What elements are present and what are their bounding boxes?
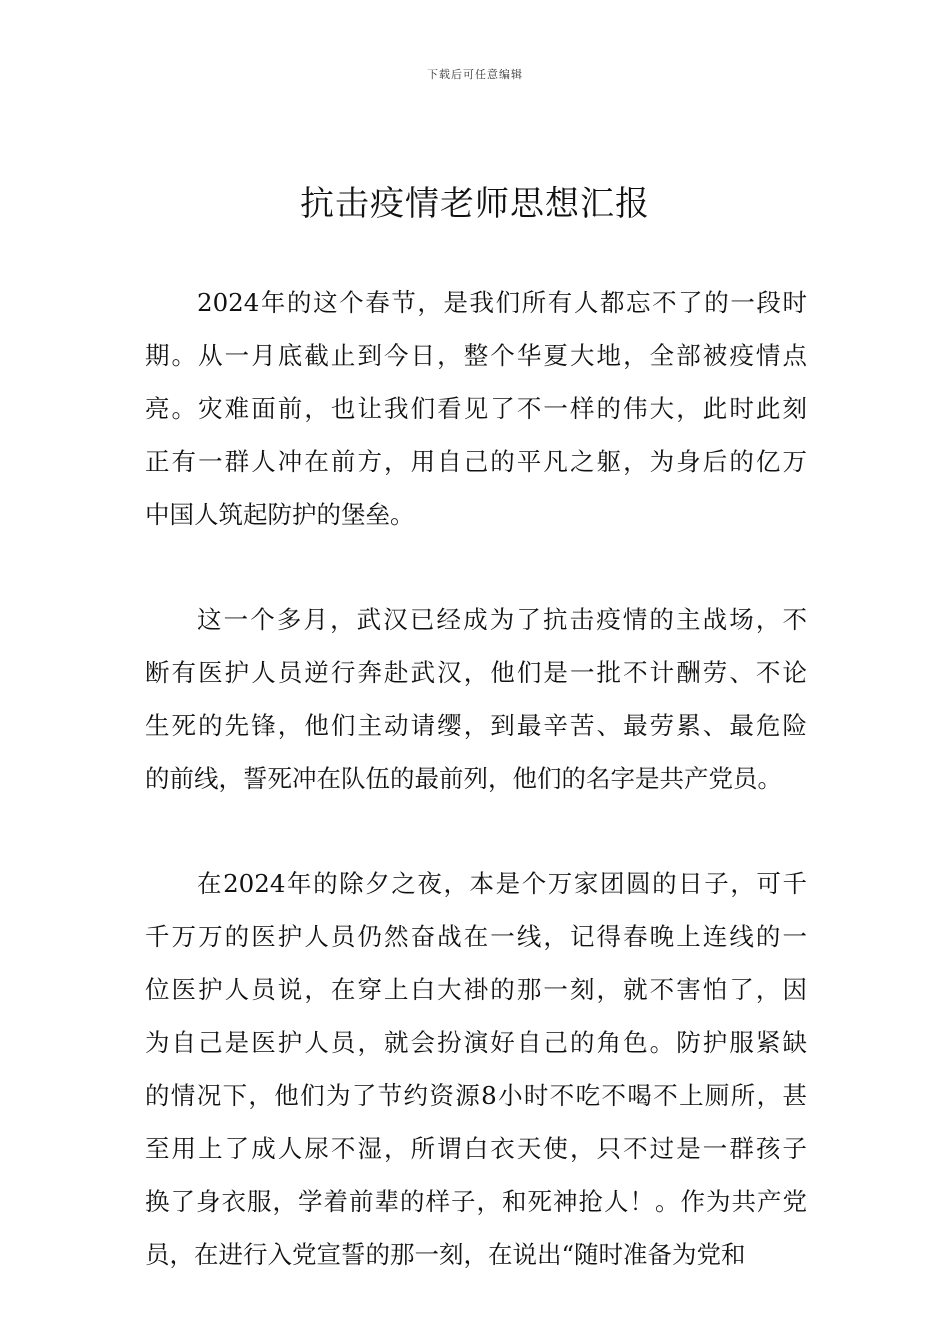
paragraph-1 (145, 276, 807, 541)
document-body (145, 276, 807, 1333)
paragraph-line: 的前线，誓死冲在队伍的最前列，他们的名字是共产党员。 (145, 764, 782, 793)
paragraph-line: 断有医护人员逆行奔赴武汉，他们是一批不计酬劳、不论 (145, 658, 807, 687)
paragraph-line: 至用上了成人尿不湿，所谓白衣天使，只不过是一群孩子 (145, 1134, 807, 1163)
header-note: 下载后可任意编辑 (427, 68, 523, 81)
paragraph-2 (145, 593, 807, 805)
paragraph-line: 正有一群人冲在前方，用自己的平凡之躯，为身后的亿万 (145, 447, 807, 476)
paragraph-line: 为自己是医护人员，就会扮演好自己的角色。防护服紧缺 (145, 1028, 807, 1057)
paragraph-line: 千万万的医护人员仍然奋战在一线，记得春晚上连线的一 (145, 922, 807, 951)
paragraph-line: 这一个多月，武汉已经成为了抗击疫情的主战场，不 (197, 605, 807, 634)
paragraph-line: 位医护人员说，在穿上白大褂的那一刻，就不害怕了，因 (145, 975, 807, 1004)
paragraph-line: 亮。灾难面前，也让我们看见了不一样的伟大，此时此刻 (145, 394, 807, 423)
paragraph-line: 中国人筑起防护的堡垒。 (145, 500, 415, 529)
paragraph-line: 期。从一月底截止到今日，整个华夏大地，全部被疫情点 (145, 341, 807, 370)
document-title: 抗击疫情老师思想汇报 (300, 184, 650, 224)
paragraph-line: 的情况下，他们为了节约资源8小时不吃不喝不上厕所，甚 (145, 1081, 807, 1110)
paragraph-line: 生死的先锋，他们主动请缨，到最辛苦、最劳累、最危险 (145, 711, 807, 740)
paragraph-line: 换了身衣服，学着前辈的样子，和死神抢人！。作为共产党 (145, 1187, 807, 1216)
paragraph-3 (145, 857, 807, 1281)
paragraph-line: 在2024年的除夕之夜，本是个万家团圆的日子，可千 (197, 869, 807, 898)
paragraph-line: 员，在进行入党宣誓的那一刻，在说出“随时准备为党和 (145, 1240, 746, 1269)
paragraph-line: 2024年的这个春节，是我们所有人都忘不了的一段时 (197, 288, 807, 317)
